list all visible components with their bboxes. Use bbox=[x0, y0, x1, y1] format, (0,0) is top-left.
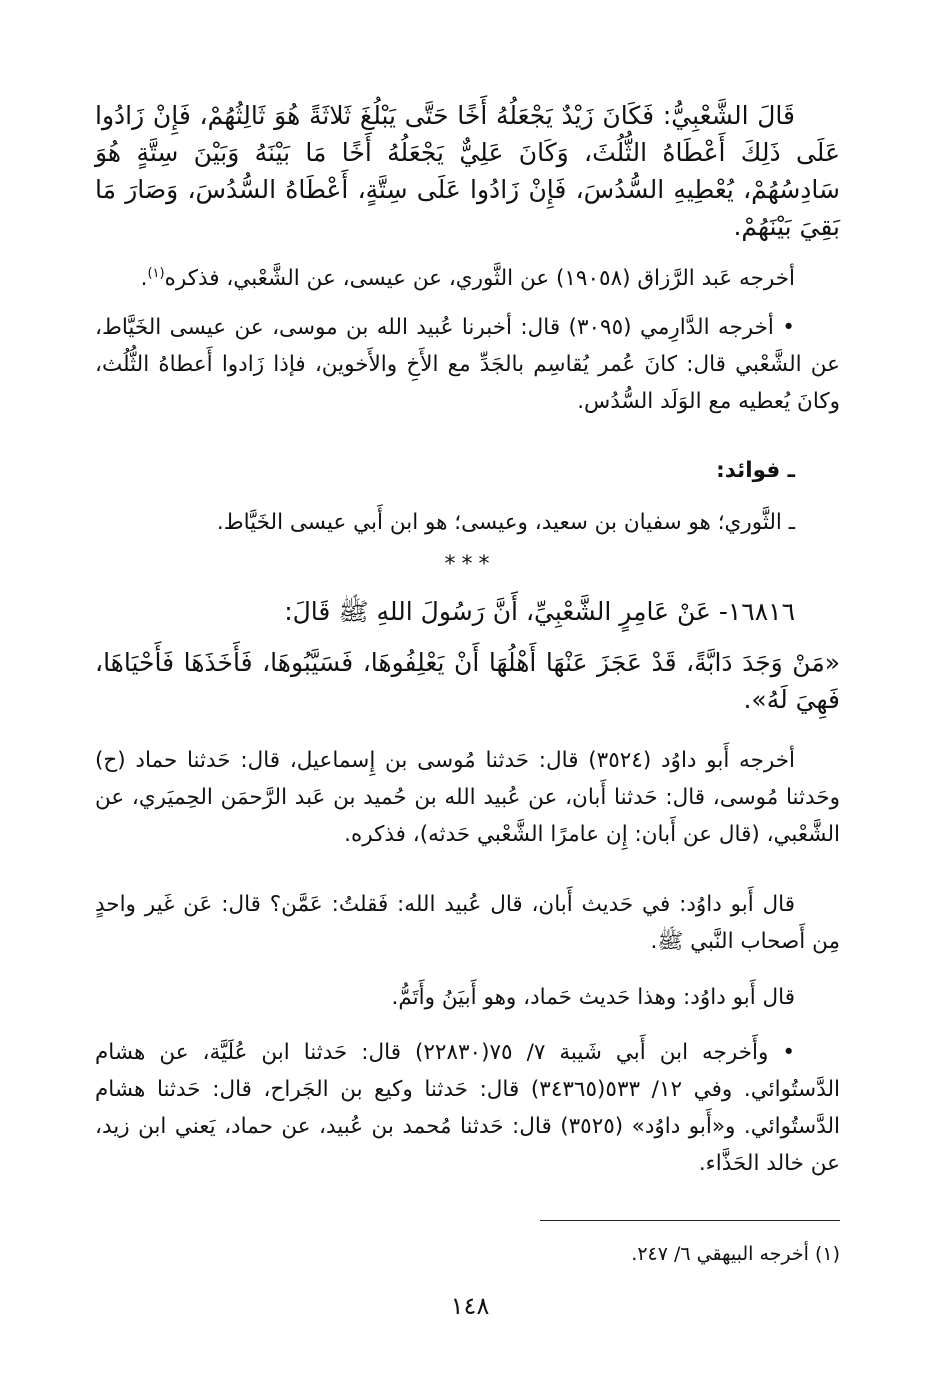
takhrij-ibn-abi-shayba: • وأَخرجه ابن أَبي شَيبة ٧/ ٧٥(٢٢٨٣٠) قال: حَدثنا ابن عُلَيَّة، عن هشام الدَّستُوائي. وفي ١٢/ ٥٣٣(٣٤٣٦٥) قال: حَدثنا وكيع بن الجَراح، قال: حَدثنا هشام الدَّستُوائي. و«أَبو داوُد» (٣٥٢٥) قال: حَدثنا مُحمد بن عُبيد، عن حماد، يَعني ابن زيد، عن خالد الحَذَّاء. bbox=[95, 1040, 841, 1176]
hadith-header: ١٦٨١٦- عَنْ عَامِرٍ الشَّعْبِيِّ، أَنَّ رَسُولَ اللهِ ﷺ قَالَ: bbox=[284, 597, 795, 626]
footnote-divider bbox=[540, 1220, 840, 1221]
takhrij-abdurrazzaq-text: أخرجه عَبد الرَّزاق (١٩٠٥٨) عن الثَّوري، عن عيسى، عن الشَّعْبي، فذكره bbox=[164, 266, 795, 292]
page-number: ١٤٨ bbox=[450, 1292, 490, 1320]
abu-dawud-comment: قال أَبو داوُد: في حَديث أَبان، قال عُبيد الله: فَقلتُ: عَمَّن؟ قال: عَن غَير واحدٍ مِن أَصحاب النَّبي ﷺ. bbox=[95, 892, 840, 954]
fawaid-heading: ـ فوائد: bbox=[716, 458, 795, 483]
takhrij-darimi: • أخرجه الدَّارِمي (٣٠٩٥) قال: أخبرنا عُبيد الله بن موسى، عن عيسى الخَيَّاط، عن الشَّعْبي قال: كانَ عُمر يُقاسِم بالجَدِّ مع الأَخِ والأَخوين، فإذا زَادوا أَعطاهُ الثُّلُث، وكانَ يُعطيه مع الوَلَد السُّدُس. bbox=[95, 315, 840, 414]
footnote: (١) أخرجه البيهقي ٦/ ٢٤٧. bbox=[631, 1243, 840, 1265]
quote-paragraph-shabi: قَالَ الشَّعْبِيُّ: فَكَانَ زَيْدٌ يَجْعَلُهُ أَخًا حَتَّى يَبْلُغَ ثَلاثَةً هُوَ ثَالِثُهُمْ، فَإِنْ زَادُوا عَلَى ذَلِكَ أَعْطَاهُ الثُّلُثَ، وَكَانَ عَلِيٌّ يَجْعَلُهُ أَخًا مَا بَيْنَهُ وَبَيْنَ سِتَّةٍ هُوَ سَادِسُهُمْ، يُعْطِيهِ السُّدُسَ، فَإِنْ زَادُوا عَلَى سِتَّةٍ، أَعْطَاهُ السُّدُسَ، وَصَارَ مَا بَقِيَ بَيْنَهُمْ. bbox=[95, 101, 840, 241]
fawaid-note: ـ الثَّوري؛ هو سفيان بن سعيد، وعيسى؛ هو ابن أَبي عيسى الخَيَّاط. bbox=[216, 510, 795, 535]
section-separator: *** bbox=[444, 552, 496, 577]
takhrij-abdurrazzaq: أخرجه عَبد الرَّزاق (١٩٠٥٨) عن الثَّوري، عن عيسى، عن الشَّعْبي، فذكره$^{(١)}$. bbox=[140, 266, 795, 292]
footnote-ref: (١) bbox=[147, 266, 165, 281]
abu-dawud-remark: قال أَبو داوُد: وهذا حَديث حَماد، وهو أَبيَنُ وأَتَمُّ. bbox=[391, 985, 795, 1010]
takhrij-abu-dawud: أخرجه أَبو داوُد (٣٥٢٤) قال: حَدثنا مُوسى بن إِسماعيل، قال: حَدثنا حماد (ح) وحَدثنا مُوسى، قال: حَدثنا أَبان، عن عُبيد الله بن حُميد بن عَبد الرَّحمَن الحِميَري، عن الشَّعْبي، (قال عن أَبان: إِن عامرًا الشَّعْبي حَدثه)، فذكره. bbox=[95, 748, 840, 847]
hadith-text: «مَنْ وَجَدَ دَابَّةً، قَدْ عَجَزَ عَنْهَا أَهْلُهَا أَنْ يَعْلِفُوهَا، فَسَيَّبُوهَا، فَأَخَذَهَا فَأَحْيَاهَا، فَهِيَ لَهُ». bbox=[95, 648, 840, 714]
